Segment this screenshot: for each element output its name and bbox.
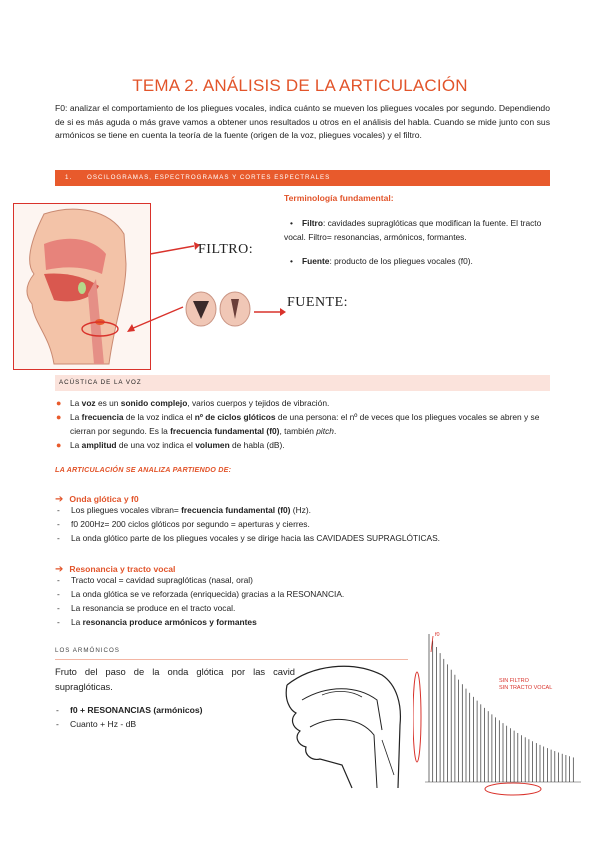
text: (Hz). xyxy=(290,505,311,515)
text: La xyxy=(70,398,82,408)
bold-text: sonido complejo xyxy=(120,398,188,408)
text: de habla (dB). xyxy=(229,440,285,450)
resonancia-list xyxy=(57,573,411,629)
text: de una voz indica el xyxy=(116,440,196,450)
term-fuente: Fuente xyxy=(302,256,330,266)
section-1-label: OSCILOGRAMAS, ESPECTROGRAMAS Y CORTES ESPECTRALES xyxy=(87,174,331,181)
list-item: - La resonancia se produce en el tracto vocal. xyxy=(57,603,236,613)
bold-text: frecuencia fundamental (f0) xyxy=(170,426,280,436)
text: La xyxy=(70,412,82,422)
bullet-icon: • xyxy=(290,256,293,266)
italic-text: pitch xyxy=(316,426,334,436)
list-item: - La onda glótico parte de los pliegues vocales y se dirige hacia las CAVIDADES SUPRAGLÓTICAS. xyxy=(57,533,440,543)
resonancia-title: Resonancia y tracto vocal xyxy=(69,564,176,574)
text: . xyxy=(333,426,337,436)
list-item: - Tracto vocal = cavidad supraglóticas (nasal, oral) xyxy=(57,575,253,585)
list-item: - La resonancia produce armónicos y formantes xyxy=(57,617,257,627)
text: de una persona: el nº de veces que los pliegues vocales se abren y se cierran por segundo. Es la xyxy=(70,412,540,436)
section-1-header xyxy=(55,170,550,186)
arrow-to-larynx-icon xyxy=(125,305,185,335)
list-item: - Los pliegues vocales vibran= frecuencia fundamental (f0) (Hz). xyxy=(57,505,311,515)
annotation-line-2: SIN TRACTO VOCAL xyxy=(499,685,553,691)
source-spectrum-svg xyxy=(413,622,588,797)
bullet-icon: ● xyxy=(56,412,62,422)
bullet-icon: • xyxy=(290,218,293,228)
text: f0 200Hz= 200 ciclos glóticos por segundo = aperturas y cierres. xyxy=(71,519,310,529)
term-filtro-text: : cavidades supraglóticas que modifican la fuente. El tracto vocal. Filtro= resonancias, armónicos, formantes. xyxy=(284,218,542,242)
list-item: - Cuanto + Hz - dB xyxy=(56,719,137,729)
bold-text: f0 + RESONANCIAS (armónicos) xyxy=(70,705,203,715)
term-fuente-text: : producto de los pliegues vocales (f0). xyxy=(329,256,473,266)
armonicos-header: LOS ARMÓNICOS xyxy=(55,647,408,660)
terminology-item-fuente xyxy=(284,254,554,268)
fuente-label: FUENTE: xyxy=(287,295,349,310)
spectrum-annotation xyxy=(499,678,552,692)
arrow-right-icon: ➔ xyxy=(55,494,64,505)
arrow-to-fuente-icon xyxy=(254,306,286,318)
bullet-icon: ● xyxy=(56,440,62,450)
text: , también xyxy=(279,426,317,436)
text: de la voz indica el xyxy=(123,412,195,422)
text: La xyxy=(70,440,82,450)
list-item: - f0 + RESONANCIAS (armónicos) xyxy=(56,705,203,715)
list-item: - La onda glótica se ve reforzada (enriquecida) gracias a la RESONANCIA. xyxy=(57,589,345,599)
bold-text: amplitud xyxy=(81,440,117,450)
terminology-list xyxy=(284,216,554,268)
bold-text: voz xyxy=(81,398,96,408)
onda-title: Onda glótica y f0 xyxy=(69,494,139,504)
armonicos-list xyxy=(56,703,203,731)
bullet-icon: ● xyxy=(56,398,62,408)
text: Los pliegues vocales vibran= xyxy=(71,505,182,515)
list-item xyxy=(56,410,550,438)
text: Cuanto + Hz - dB xyxy=(70,719,137,729)
vocal-tract-anatomy-figure xyxy=(13,203,151,370)
section-1-number: 1. xyxy=(65,174,73,181)
list-item xyxy=(56,438,550,452)
bold-text: frecuencia fundamental (f0) xyxy=(181,505,291,515)
list-item: - f0 200Hz= 200 ciclos glóticos por segundo = aperturas y cierres. xyxy=(57,519,310,529)
armonicos-paragraph: Fruto del paso de la onda glótica por las cavid supraglóticas. xyxy=(55,666,295,692)
amplitude-highlight xyxy=(413,672,421,762)
acoustics-header xyxy=(55,375,550,391)
text: La onda glótica se ve reforzada (enriquecida) gracias a la RESONANCIA. xyxy=(71,589,345,599)
text: , varios cuerpos y tejidos de vibración. xyxy=(187,398,330,408)
terminology-title: Terminología fundamental: xyxy=(284,193,394,203)
terminology-item-filtro xyxy=(284,216,554,244)
acoustics-header-label: ACÚSTICA DE LA VOZ xyxy=(59,379,142,386)
articulation-heading: LA ARTICULACIÓN SE ANALIZA PARTIENDO DE: xyxy=(55,465,232,474)
list-item xyxy=(56,396,550,410)
term-filtro: Filtro xyxy=(302,218,323,228)
bold-text: resonancia produce armónicos y formantes xyxy=(82,617,257,627)
arrow-right-icon: ➔ xyxy=(55,564,64,575)
vocal-folds-images xyxy=(183,289,253,329)
text: La resonancia se produce en el tracto vocal. xyxy=(71,603,236,613)
source-spectrum-figure xyxy=(413,622,588,797)
text: Tracto vocal = cavidad supraglóticas (nasal, oral) xyxy=(71,575,253,585)
text: La onda glótico parte de los pliegues vocales y se dirige hacia las CAVIDADES SUPRAGLÓTICAS. xyxy=(71,533,440,543)
bold-text: volumen xyxy=(195,440,230,450)
text: La xyxy=(71,617,83,627)
onda-list xyxy=(57,503,551,545)
page-title: TEMA 2. ANÁLISIS DE LA ARTICULACIÓN xyxy=(132,76,468,95)
vocal-tract-anatomy-drawing xyxy=(14,204,150,369)
annotation-line-1: SIN FILTRO xyxy=(499,678,529,684)
bold-text: nº de ciclos glóticos xyxy=(194,412,276,422)
vocal-tract-outline-drawing xyxy=(282,655,407,790)
text: es un xyxy=(95,398,121,408)
bold-text: frecuencia xyxy=(81,412,124,422)
frequency-highlight xyxy=(485,783,541,795)
f0-label: f0 xyxy=(435,632,440,638)
intro-paragraph: F0: analizar el comportamiento de los pliegues vocales, indica cuánto se mueven los pliegues vocales por segundo. Dependiendo de si es más aguda o más grave vamos a obtener unos resultados u otros en el análisis del habla. Cuando se mide junto con sus armónicos se tiene en cuenta la teoría de la fuente (origen de la voz, pliegues vocales) y el filtro. xyxy=(55,103,550,141)
acoustics-list xyxy=(56,396,550,452)
filtro-label: FILTRO: xyxy=(198,242,254,257)
arrow-to-filtro-icon xyxy=(150,238,200,258)
